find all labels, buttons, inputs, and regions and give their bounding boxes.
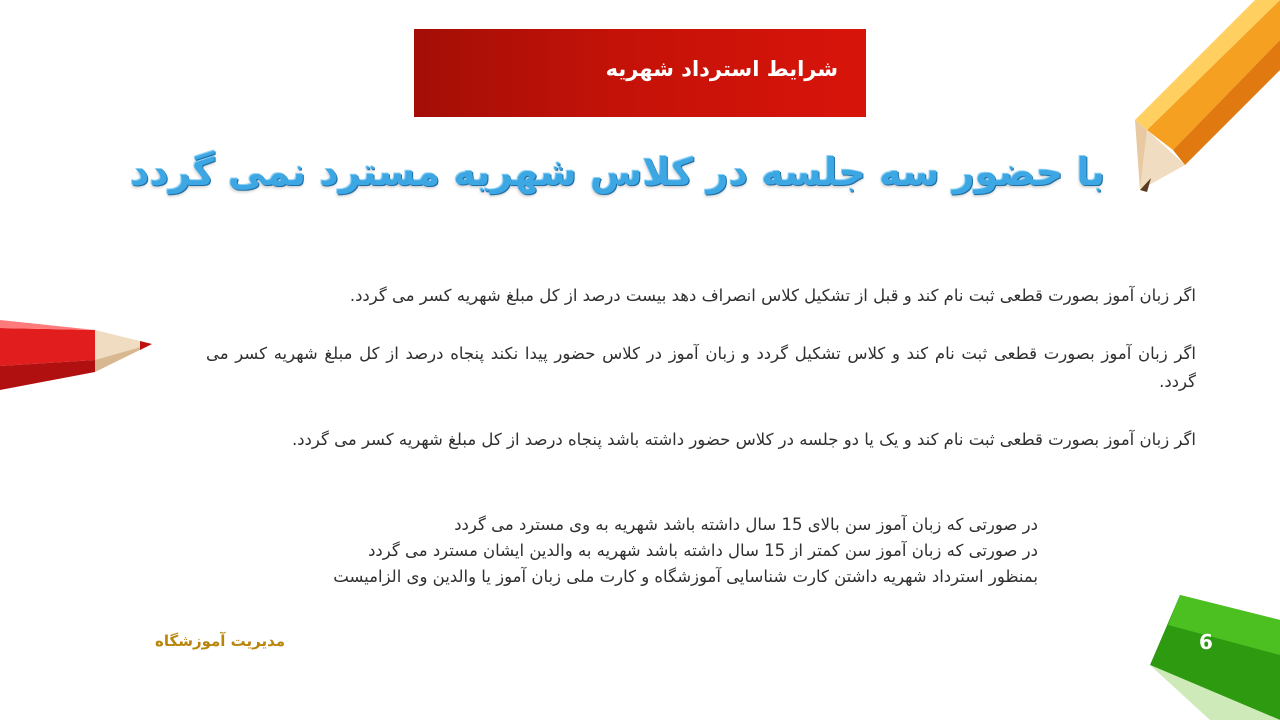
title-banner [414,29,866,117]
condition-3: بمنظور استرداد شهریه داشتن کارت شناسایی آموزشگاه و کارت ملی زبان آموز یا والدین وی الزامیست [333,567,1038,586]
conditions-list [198,512,1038,590]
headline: با حضور سه جلسه در کلاس شهریه مسترد نمی گردد [129,150,1105,194]
page-number-badge [1150,595,1280,720]
slide-title: شرایط استرداد شهریه [605,57,838,81]
red-pencil-icon [0,310,160,395]
condition-2: در صورتی که زبان آموز سن کمتر از 15 سال داشته باشد شهریه به والدین ایشان مسترد می گردد [368,541,1038,560]
page-number: 6 [1199,630,1213,654]
footer-label: مدیریت آموزشگاه [155,632,286,650]
paragraph-1: اگر زبان آموز بصورت قطعی ثبت نام کند و قبل از تشکیل کلاس انصراف دهد بیست درصد از کل مبلغ شهریه کسر می گردد. [349,286,1196,305]
condition-1: در صورتی که زبان آموز سن بالای 15 سال داشته باشد شهریه به وی مسترد می گردد [454,515,1038,534]
paragraph-2: اگر زبان آموز بصورت قطعی ثبت نام کند و کلاس تشکیل گردد و زبان آموز در کلاس حضور پیدا نکند پنجاه درصد از کل مبلغ شهریه کسر می گردد. [206,344,1196,391]
orange-pencil-icon [1125,0,1280,200]
paragraph-3: اگر زبان آموز بصورت قطعی ثبت نام کند و یک یا دو جلسه در کلاس حضور داشته باشد پنجاه درصد از کل مبلغ شهریه کسر می گردد. [291,430,1196,449]
